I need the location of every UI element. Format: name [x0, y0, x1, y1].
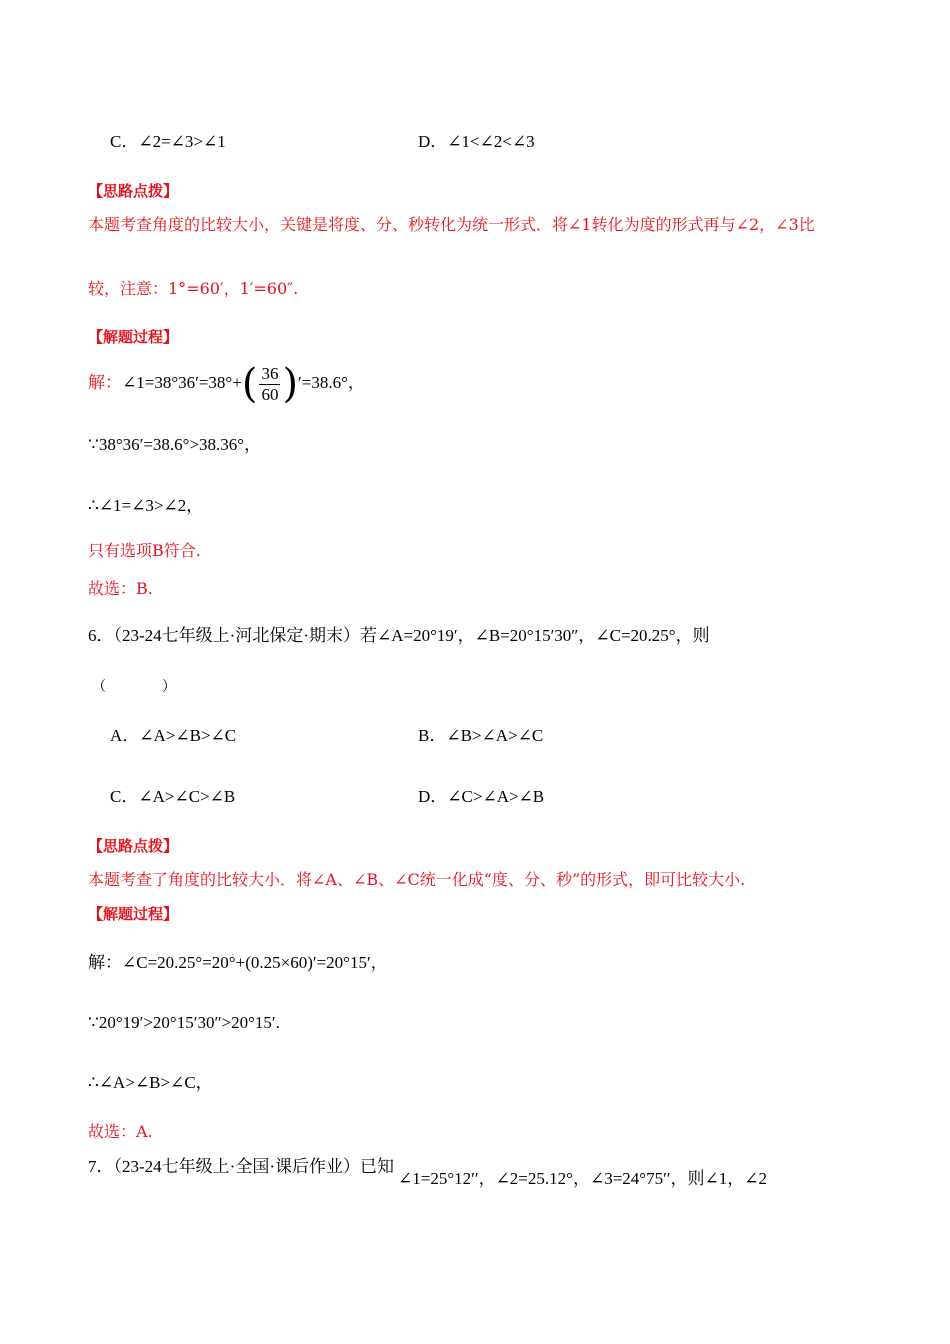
- q5-therefore: ∴∠1=∠3>∠2，: [88, 496, 204, 515]
- q6-option-a: A．∠A>∠B>∠C: [110, 726, 237, 745]
- q6-stem: 6．（23-24七年级上·河北保定·期末）若∠A=20°19′，∠B=20°15′30″，∠C=20.25°，则: [88, 626, 710, 645]
- q6-solution-line1: 解：∠C=20.25°=20°+(0.25×60)′=20°15′，: [88, 953, 388, 972]
- q5-solution-line1: [88, 358, 365, 408]
- q5-paren-left: (: [241, 361, 258, 408]
- q5-frac-den: 60: [261, 384, 279, 404]
- q5-fraction: [259, 364, 280, 405]
- q6-hint-heading: 【思路点拨】: [88, 837, 179, 855]
- q6-therefore: ∴∠A>∠B>∠C，: [88, 1073, 213, 1092]
- q5-option-c: C．∠2=∠3>∠1: [110, 132, 226, 151]
- q5-sol-prefix: ∠1=38°36′=38°+: [122, 373, 242, 392]
- q6-answer-bracket: （ ）: [92, 679, 176, 695]
- q5-answer: 故选：B.: [88, 579, 153, 598]
- q6-answer: 故选：A.: [88, 1122, 153, 1141]
- q5-hint-heading: 【思路点拨】: [88, 182, 179, 200]
- q5-solution-heading: 【解题过程】: [88, 328, 179, 346]
- q7-stem-line2: ∠1=25°12′′，∠2=25.12°，∠3=24°75′′，则∠1，∠2: [398, 1169, 768, 1188]
- q5-hint-line1: 本题考查角度的比较大小，关键是将度、分、秒转化为统一形式．将∠1转化为度的形式再与∠2，∠3比: [88, 215, 815, 234]
- q5-option-d: D．∠1<∠2<∠3: [418, 132, 535, 151]
- q6-option-d: D．∠C>∠A>∠B: [418, 787, 545, 806]
- q5-frac-num: 36: [261, 363, 279, 383]
- q5-paren-right: ): [282, 361, 299, 408]
- q5-only-option: 只有选项B符合.: [88, 541, 201, 560]
- q5-hint-line2: 较，注意：1°=60′，1′=60″.: [88, 279, 299, 298]
- q5-sol-suffix: ′=38.6°，: [298, 373, 365, 392]
- q6-option-b: B．∠B>∠A>∠C: [418, 726, 544, 745]
- q7-stem-prefix: 7．（23-24七年级上·全国·课后作业）已知: [88, 1157, 394, 1176]
- q6-hint-line1: 本题考查了角度的比较大小．将∠A、∠B、∠C统一化成“度、分、秒”的形式，即可比较大小.: [88, 870, 746, 889]
- q6-option-c: C．∠A>∠C>∠B: [110, 787, 236, 806]
- q5-sol-label: 解：: [88, 373, 122, 392]
- q6-because: ∵20°19′>20°15′30″>20°15′.: [88, 1013, 280, 1032]
- q6-solution-heading: 【解题过程】: [88, 905, 179, 923]
- q5-because: ∵38°36′=38.6°>38.36°，: [88, 435, 262, 454]
